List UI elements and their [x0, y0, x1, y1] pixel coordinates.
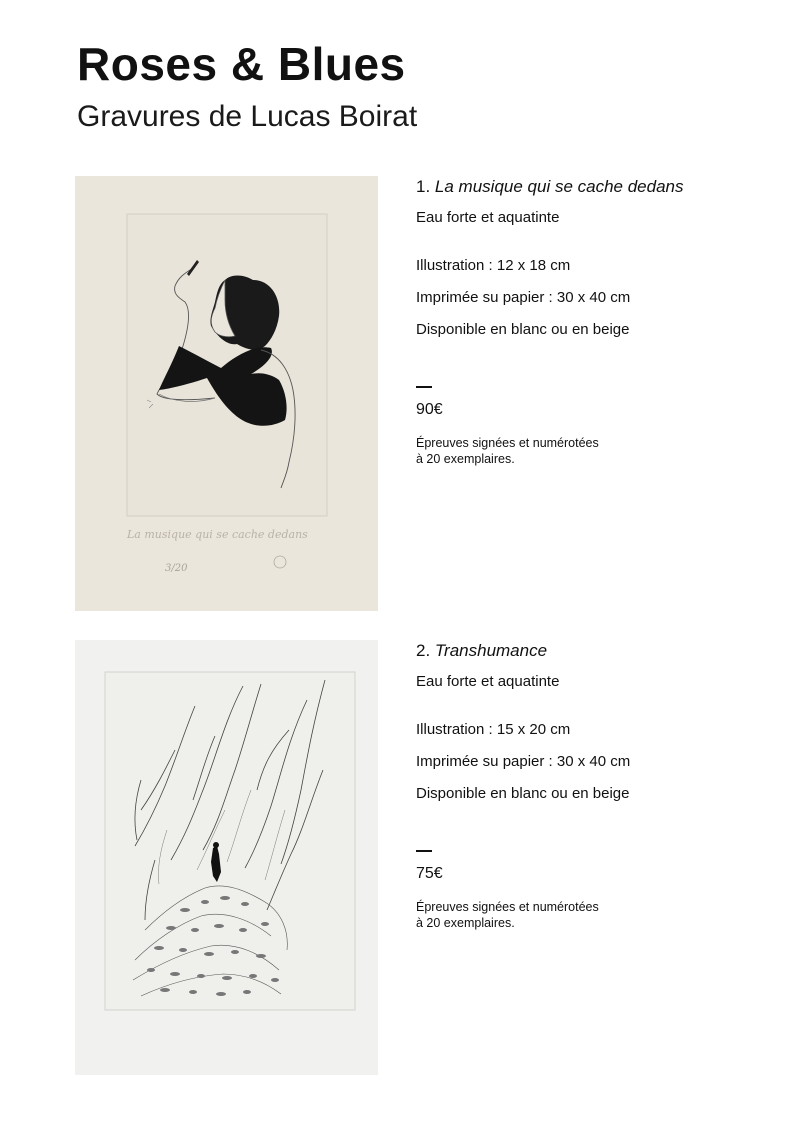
- svg-text:3/20: 3/20: [165, 563, 188, 574]
- artwork-2-price: 75€: [416, 865, 443, 882]
- artwork-1-title: 1. La musique qui se cache dedans: [416, 177, 684, 196]
- artwork-1-availability: Disponible en blanc ou en beige: [416, 321, 630, 338]
- artwork-2-image: [75, 640, 378, 1075]
- artwork-2-edition-note: Épreuves signées et numérotées à 20 exemplaires.: [416, 900, 599, 930]
- artwork-1-info: [416, 176, 746, 476]
- artwork-2-paper-size: Imprimée su papier : 30 x 40 cm: [416, 753, 631, 770]
- artwork-1-paper-size: Imprimée su papier : 30 x 40 cm: [416, 289, 631, 306]
- page-title: Roses & Blues: [77, 38, 406, 90]
- artwork-1-price: 90€: [416, 401, 443, 418]
- page-subtitle: Gravures de Lucas Boirat: [77, 100, 418, 133]
- price-divider: [416, 386, 432, 388]
- artwork-2-title: 2. Transhumance: [416, 641, 548, 660]
- svg-text:La musique qui se cache dedans: La musique qui se cache dedans: [127, 528, 308, 541]
- artwork-1-illustration-size: Illustration : 12 x 18 cm: [416, 257, 571, 274]
- artwork-1-edition-note: Épreuves signées et numérotées à 20 exemplaires.: [416, 436, 599, 466]
- price-divider: [416, 850, 432, 852]
- artwork-1-technique: Eau forte et aquatinte: [416, 209, 560, 226]
- artwork-2-availability: Disponible en blanc ou en beige: [416, 785, 630, 802]
- artwork-1-image: [75, 176, 378, 611]
- artwork-2-info: [416, 640, 746, 940]
- artwork-2-technique: Eau forte et aquatinte: [416, 673, 560, 690]
- artwork-2-illustration-size: Illustration : 15 x 20 cm: [416, 721, 571, 738]
